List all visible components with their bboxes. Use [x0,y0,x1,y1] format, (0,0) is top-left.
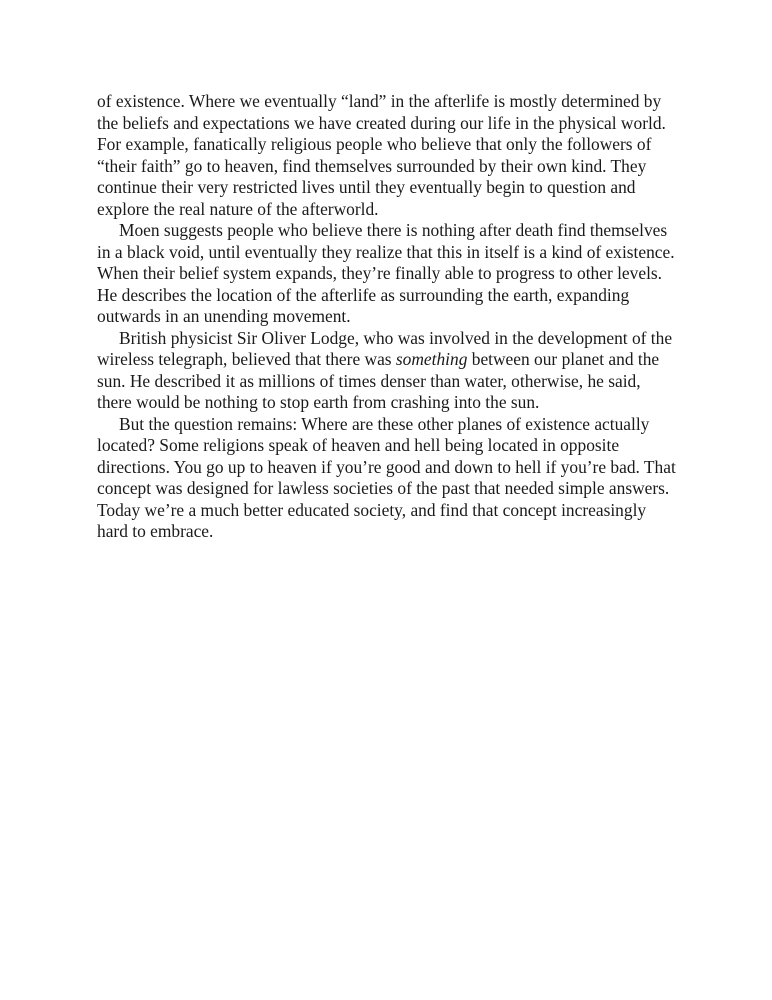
paragraph-3-text-start: British physicist Sir Oliver Lodge, who was involved in the development of the wireless telegraph, believed that there was [97,327,673,369]
paragraph-4: But the question remains: Where are these other planes of existence actually located? Some religions speak of heaven and hell being located in opposite directions. You go up to heaven if you’re good and down to hell if you’re bad. That concept was designed for lawless societies of the past that needed simple answers. Today we’re a much better educated society, and find that concept increasingly hard to embrace. [97,413,676,541]
paragraph-3-emphasis: something [395,349,468,369]
paragraph-3 [97,328,677,414]
paragraph-3-text-end: between our planet and the sun. He described it as millions of times denser than water, otherwise, he said, there would be nothing to stop earth from crashing into the sun. [97,349,660,412]
paragraph-2: Moen suggests people who believe there is nothing after death find themselves in a black void, until eventually they realize that this in itself is a kind of existence. When their belief system expands, they’re finally able to progress to other levels. He describes the location of the afterlife as surrounding the earth, expanding outwards in an unending movement. [97,220,675,326]
paragraph-1: of existence. Where we eventually “land” in the afterlife is mostly determined by the beliefs and expectations we have created during our life in the physical world. For example, fanatically religious people who believe that only the followers of “their faith” go to heaven, find themselves surrounded by their own kind. They continue their very restricted lives until they eventually begin to question and explore the real nature of the afterworld. [97,91,666,219]
page-body [97,91,677,543]
